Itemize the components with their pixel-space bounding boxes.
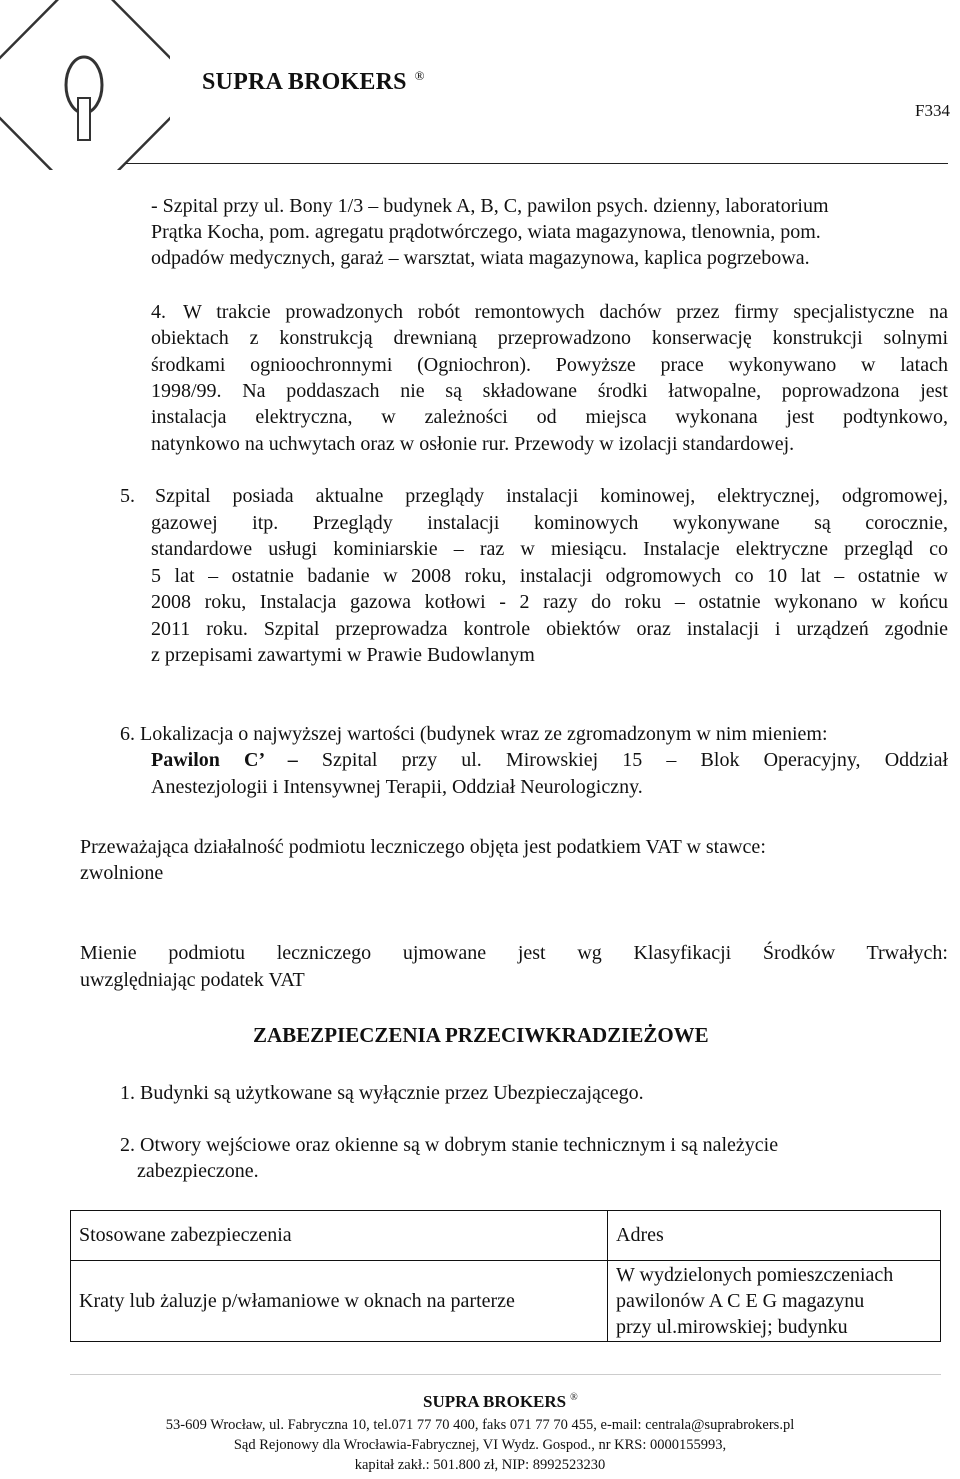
item-6-line: 6. Lokalizacja o najwyższej wartości (budynek wraz ze zgromadzonym w nim mieniem: (120, 723, 828, 745)
header-divider (126, 163, 948, 164)
table-header-cell: Adres (608, 1211, 941, 1261)
security-item-2-cont: zabezpieczone. (137, 1160, 259, 1182)
security-heading: ZABEZPIECZENIA PRZECIWKRADZIEŻOWE (253, 1023, 709, 1047)
item-4-line: instalacja elektryczna, w zależności od miejsca wykonana jest podtynkowo, (151, 406, 948, 428)
footer-brand: SUPRA BROKERS ® (423, 1392, 578, 1411)
address-line: przy ul.mirowskiej; budynku (616, 1316, 848, 1338)
table-cell: Kraty lub żaluzje p/włamaniowe w oknach na parterze (71, 1261, 608, 1342)
item-5-line: 2011 roku. Szpital przeprowadza kontrole obiektów oraz instalacji i urządzeń zgodnie (151, 618, 948, 640)
item-5-line: standardowe usługi kominiarskie – raz w miesiącu. Instalacje elektryczne przegląd co (151, 538, 948, 560)
item-5-line: z przepisami zawartymi w Prawie Budowlanym (151, 644, 535, 666)
intro-line: - Szpital przy ul. Bony 1/3 – budynek A, B, C, pawilon psych. dzienny, laboratorium (151, 195, 829, 217)
item-5-line: Szpital posiada aktualne przeglądy instalacji kominowej, elektrycznej, odgromowej, (155, 485, 948, 507)
item-5-number: 5. (120, 485, 135, 507)
item-5-line: gazowej itp. Przeglądy instalacji kominowych wykonywane są corocznie, (151, 512, 948, 534)
item-5-line: 5 lat – ostatnie badanie w 2008 roku, instalacji odgromowych co 10 lat – ostatnie w (151, 565, 948, 587)
property-statement-cont: uwzględniając podatek VAT (80, 969, 305, 991)
item-4-line: W trakcie prowadzonych robót remontowych dachów przez firmy specjalistyczne na (183, 301, 948, 323)
document-code: F334 (915, 101, 950, 120)
item-4-line: 1998/99. Na poddaszach nie są składowane środki łatwopalne, poprowadzona jest (151, 380, 948, 402)
item-4-number: 4. (151, 301, 166, 323)
footer-capital: kapitał zakł.: 501.800 zł, NIP: 8992523230 (354, 1457, 606, 1473)
table-cell (608, 1261, 941, 1342)
address-line: pawilonów A C E G magazynu (616, 1290, 865, 1312)
supra-brokers-logo (0, 0, 170, 170)
security-item-2: 2. Otwory wejściowe oraz okienne są w dobrym stanie technicznym i są należycie (120, 1134, 779, 1156)
intro-line: odpadów medycznych, garaż – warsztat, wiata magazynowa, kaplica pogrzebowa. (151, 247, 810, 269)
table-header-row (71, 1211, 941, 1261)
security-table (70, 1210, 941, 1342)
item-5-line: 2008 roku, Instalacja gazowa kotłowi - 2 razy do roku – ostatnie wykonano w końcu (151, 591, 948, 613)
footer-address: 53-609 Wrocław, ul. Fabryczna 10, tel.071 77 70 400, faks 071 77 70 455, e-mail: centrala@suprabrokers.pl (165, 1417, 795, 1433)
table-row (71, 1261, 941, 1342)
footer-registry: Sąd Rejonowy dla Wrocławia-Fabrycznej, VI Wydz. Gospod., nr KRS: 0000155993, (233, 1437, 727, 1453)
header-brand: SUPRA BROKERS ® (202, 68, 425, 95)
item-4-line: obiektach z konstrukcją drewnianą przeprowadzono konserwację konstrukcji solnymi (151, 327, 948, 349)
property-statement: Mienie podmiotu leczniczego ujmowane jest wg Klasyfikacji Środków Trwałych: (80, 942, 948, 964)
intro-line: Prątka Kocha, pom. agregatu prądotwórczego, wiata magazynowa, tlenownia, pom. (151, 221, 821, 243)
vat-rate: zwolnione (80, 862, 164, 884)
item-4-line: środkami ognioochronnymi (Ogniochron). Powyższe prace wykonywano w latach (151, 354, 948, 376)
item-6-line: Anestezjologii i Intensywnej Terapii, Oddział Neurologiczny. (151, 776, 643, 798)
security-item-1: 1. Budynki są użytkowane są wyłącznie przez Ubezpieczającego. (120, 1082, 644, 1104)
table-header-cell: Stosowane zabezpieczenia (71, 1211, 608, 1261)
item-6-line: Pawilon C’ – Szpital przy ul. Mirowskiej 15 – Blok Operacyjny, Oddział (151, 749, 949, 771)
item-6-location-bold: Pawilon C’ – (151, 749, 298, 771)
item-4-line: natynkowo na uchwytach oraz w osłonie rur. Przewody w izolacji standardowej. (151, 433, 795, 455)
vat-statement: Przeważająca działalność podmiotu leczniczego objęta jest podatkiem VAT w stawce: (80, 836, 766, 858)
address-line: W wydzielonych pomieszczeniach (616, 1264, 894, 1286)
footer-divider (70, 1374, 941, 1375)
